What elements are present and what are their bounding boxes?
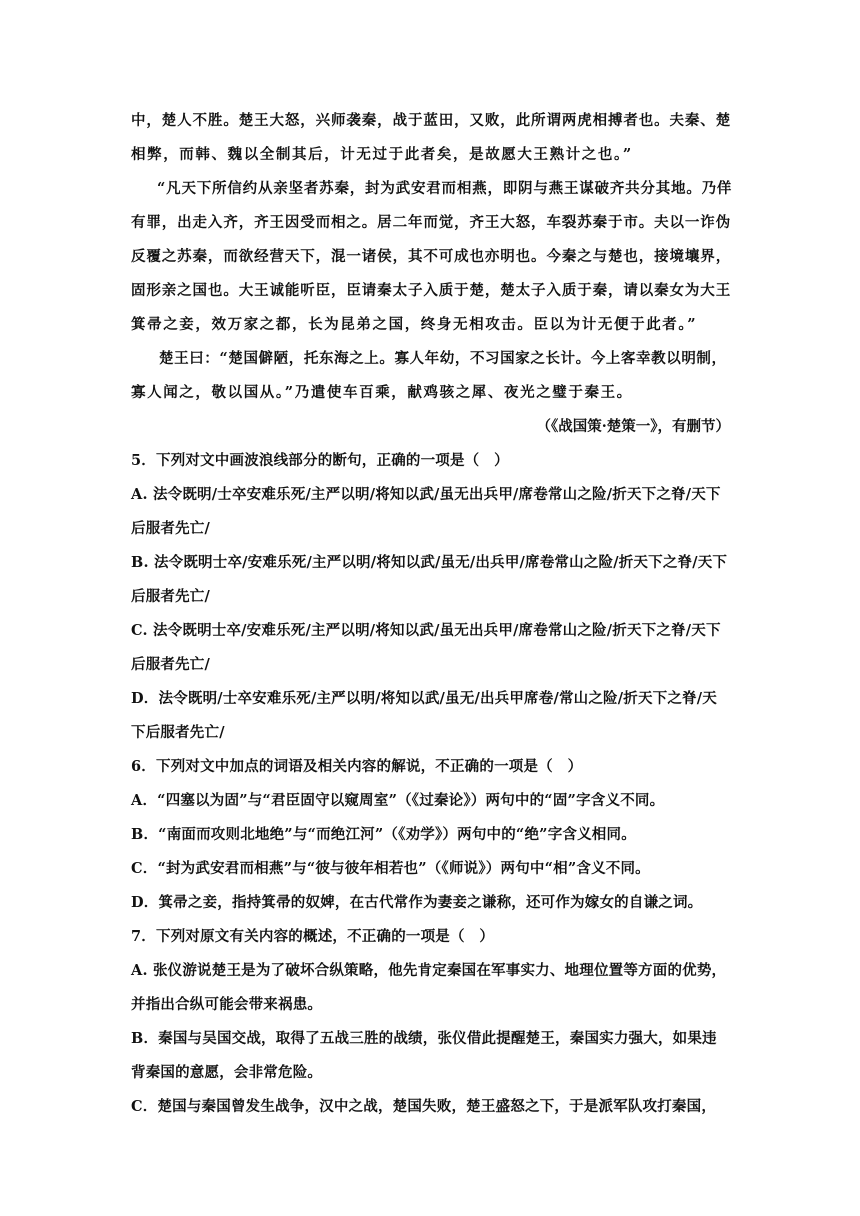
passage-line: 有罪，出走入齐，齐王因受而相之。居二年而觉，齐王大怒，车裂苏秦于市。夫以一诈伪: [131, 214, 731, 231]
passage-line: 楚王曰：“楚国僻陋，托东海之上。寡人年幼，不习国家之长计。今上客幸教以明制，: [159, 350, 727, 367]
question-7-option-c: C．楚国与秦国曾发生战争，汉中之战，楚国失败，楚王盛怒之下，于是派军队攻打秦国，: [131, 1098, 717, 1115]
passage-line: 相弊，而韩、魏以全制其后，计无过于此者矣，是故愿大王熟计之也。”: [131, 146, 633, 163]
question-7-option-b-cont: 背秦国的意愿，会非常危险。: [131, 1064, 323, 1081]
question-5-option-c-cont: 后服者先亡/: [131, 656, 210, 673]
passage-line: 反覆之苏秦，而欲经营天下，混一诸侯，其不可成也亦明也。今秦之与楚也，接境壤界，: [131, 248, 731, 265]
question-7-option-a-cont: 并指出合纵可能会带来祸患。: [131, 996, 323, 1013]
passage-line: 中，楚人不胜。楚王大怒，兴师袭秦，战于蓝田，又败，此所谓两虎相搏者也。夫秦、楚: [131, 112, 731, 129]
question-5-stem: 5．下列对文中画波浪线部分的断句，正确的一项是（ ）: [131, 452, 509, 469]
passage-line: 寡人闻之，敬以国从。”乃遣使车百乘，献鸡骇之犀、夜光之璧于秦王。: [131, 384, 633, 401]
question-6-stem: 6．下列对文中加点的词语及相关内容的解说，不正确的一项是（ ）: [131, 758, 583, 775]
passage-line: 固形亲之国也。大王诚能听臣，臣请秦太子入质于楚，楚太子入质于秦，请以秦女为大王: [131, 282, 731, 299]
question-6-option-b: B．“南面而攻则北地绝”与“而绝江河”（《劝学》）两句中的“绝”字含义相同。: [131, 826, 636, 843]
question-5-option-a-cont: 后服者先亡/: [131, 520, 210, 537]
question-5-option-d-cont: 下后服者先亡/: [131, 724, 225, 741]
passage-line: “凡天下所信约从亲坚者苏秦，封为武安君而相燕，即阴与燕王谋破齐共分其地。乃佯: [157, 180, 733, 197]
passage-line: 箕帚之妾，效万家之都，长为昆弟之国，终身无相攻击。臣以为计无便于此者。”: [131, 316, 698, 333]
question-7-option-a: A. 张仪游说楚王是为了破坏合纵策略，他先肯定秦国在军事实力、地理位置等方面的优势，: [131, 962, 727, 979]
question-6-option-d: D．箕帚之妾，指持箕帚的奴婢，在古代常作为妻妾之谦称，还可作为嫁女的自谦之词。: [131, 894, 703, 911]
question-7-stem: 7．下列对原文有关内容的概述，不正确的一项是（ ）: [131, 928, 495, 945]
question-5-option-a: A. 法令既明/士卒安难乐死/主严以明/将知以武/虽无出兵甲/席卷常山之险/折天下之脊/天下: [131, 486, 721, 503]
question-5-option-b-cont: 后服者先亡/: [131, 588, 210, 605]
question-5-option-d: D．法令既明/士卒安难乐死/主严以明/将知以武/虽无/出兵甲席卷/常山之险/折天下之脊/天: [131, 690, 717, 707]
question-7-option-b: B．秦国与吴国交战，取得了五战三胜的战绩，张仪借此提醒楚王，秦国实力强大，如果违: [131, 1030, 717, 1047]
question-5-option-b: B. 法令既明士卒/安难乐死/主严以明/将知以武/虽无/出兵甲/席卷常山之险/折天下之脊/天下: [131, 554, 728, 571]
question-5-option-c: C. 法令既明士卒/安难乐死/主严以明/将知以武/虽无出兵甲/席卷常山之险/折天下之脊/天下: [131, 622, 721, 639]
question-6-option-a: A．“四塞以为固”与“君臣固守以窥周室”（《过秦论》）两句中的“固”字含义不同。: [131, 792, 665, 809]
passage-source: （《战国策·楚策一》，有删节）: [536, 418, 730, 435]
question-6-option-c: C．“封为武安君而相燕”与“彼与彼年相若也”（《师说》）两句中“相”含义不同。: [131, 860, 650, 877]
